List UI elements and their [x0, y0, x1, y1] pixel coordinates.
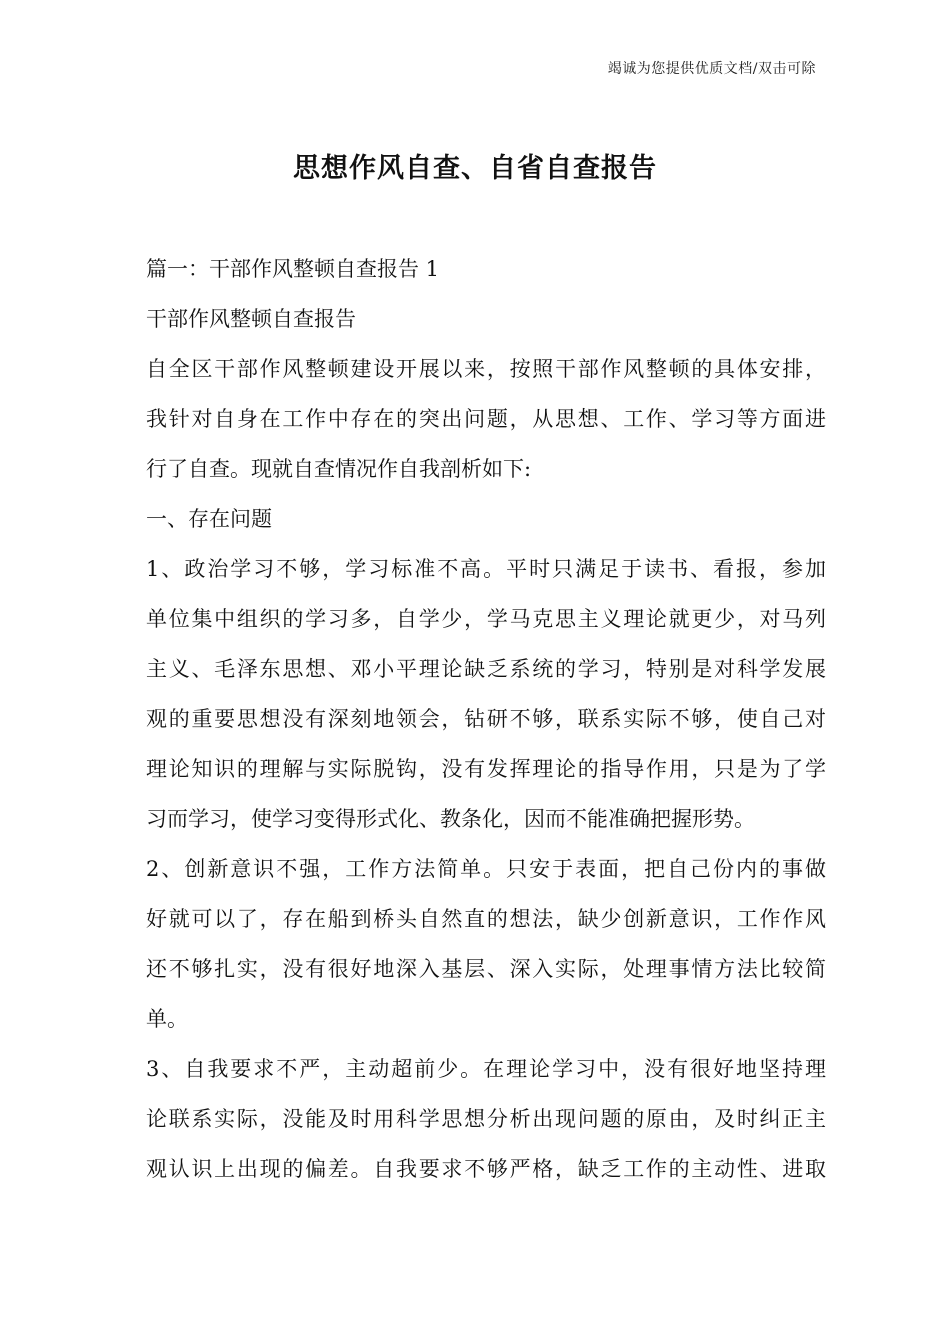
body-line: 理论知识的理解与实际脱钩，没有发挥理论的指导作用，只是为了学	[146, 757, 826, 781]
body-line: 自全区干部作风整顿建设开展以来，按照干部作风整顿的具体安排，	[146, 357, 826, 381]
body-line: 1、政治学习不够，学习标准不高。平时只满足于读书、看报，参加	[146, 557, 826, 581]
body-line: 主义、毛泽东思想、邓小平理论缺乏系统的学习，特别是对科学发展	[146, 657, 826, 681]
document-body	[146, 244, 826, 1194]
body-line: 观的重要思想没有深刻地领会，钻研不够，联系实际不够，使自己对	[146, 707, 826, 731]
body-line: 论联系实际，没能及时用科学思想分析出现问题的原由，及时纠正主	[146, 1107, 826, 1131]
body-line: 我针对自身在工作中存在的突出问题，从思想、工作、学习等方面进	[146, 407, 826, 431]
body-line: 还不够扎实，没有很好地深入基层、深入实际，处理事情方法比较简	[146, 957, 826, 981]
body-line: 一、存在问题	[146, 507, 272, 531]
body-line: 观认识上出现的偏差。自我要求不够严格，缺乏工作的主动性、进取	[146, 1157, 826, 1181]
body-line: 干部作风整顿自查报告	[146, 307, 356, 331]
body-line: 2、创新意识不强，工作方法简单。只安于表面，把自己份内的事做	[146, 857, 826, 881]
document-title: 思想作风自查、自省自查报告	[293, 153, 657, 184]
body-line: 习而学习，使学习变得形式化、教条化，因而不能准确把握形势。	[146, 807, 755, 831]
body-line: 3、自我要求不严，主动超前少。在理论学习中，没有很好地坚持理	[146, 1057, 826, 1081]
body-line: 单位集中组织的学习多，自学少，学马克思主义理论就更少，对马列	[146, 607, 826, 631]
body-line: 好就可以了，存在船到桥头自然直的想法，缺少创新意识，工作作风	[146, 907, 826, 931]
body-line: 单。	[146, 1007, 188, 1031]
header-note: 竭诚为您提供优质文档/双击可除	[607, 61, 816, 77]
body-line: 篇一：干部作风整顿自查报告 1	[146, 257, 440, 281]
body-line: 行了自查。现就自查情况作自我剖析如下:	[146, 457, 532, 481]
